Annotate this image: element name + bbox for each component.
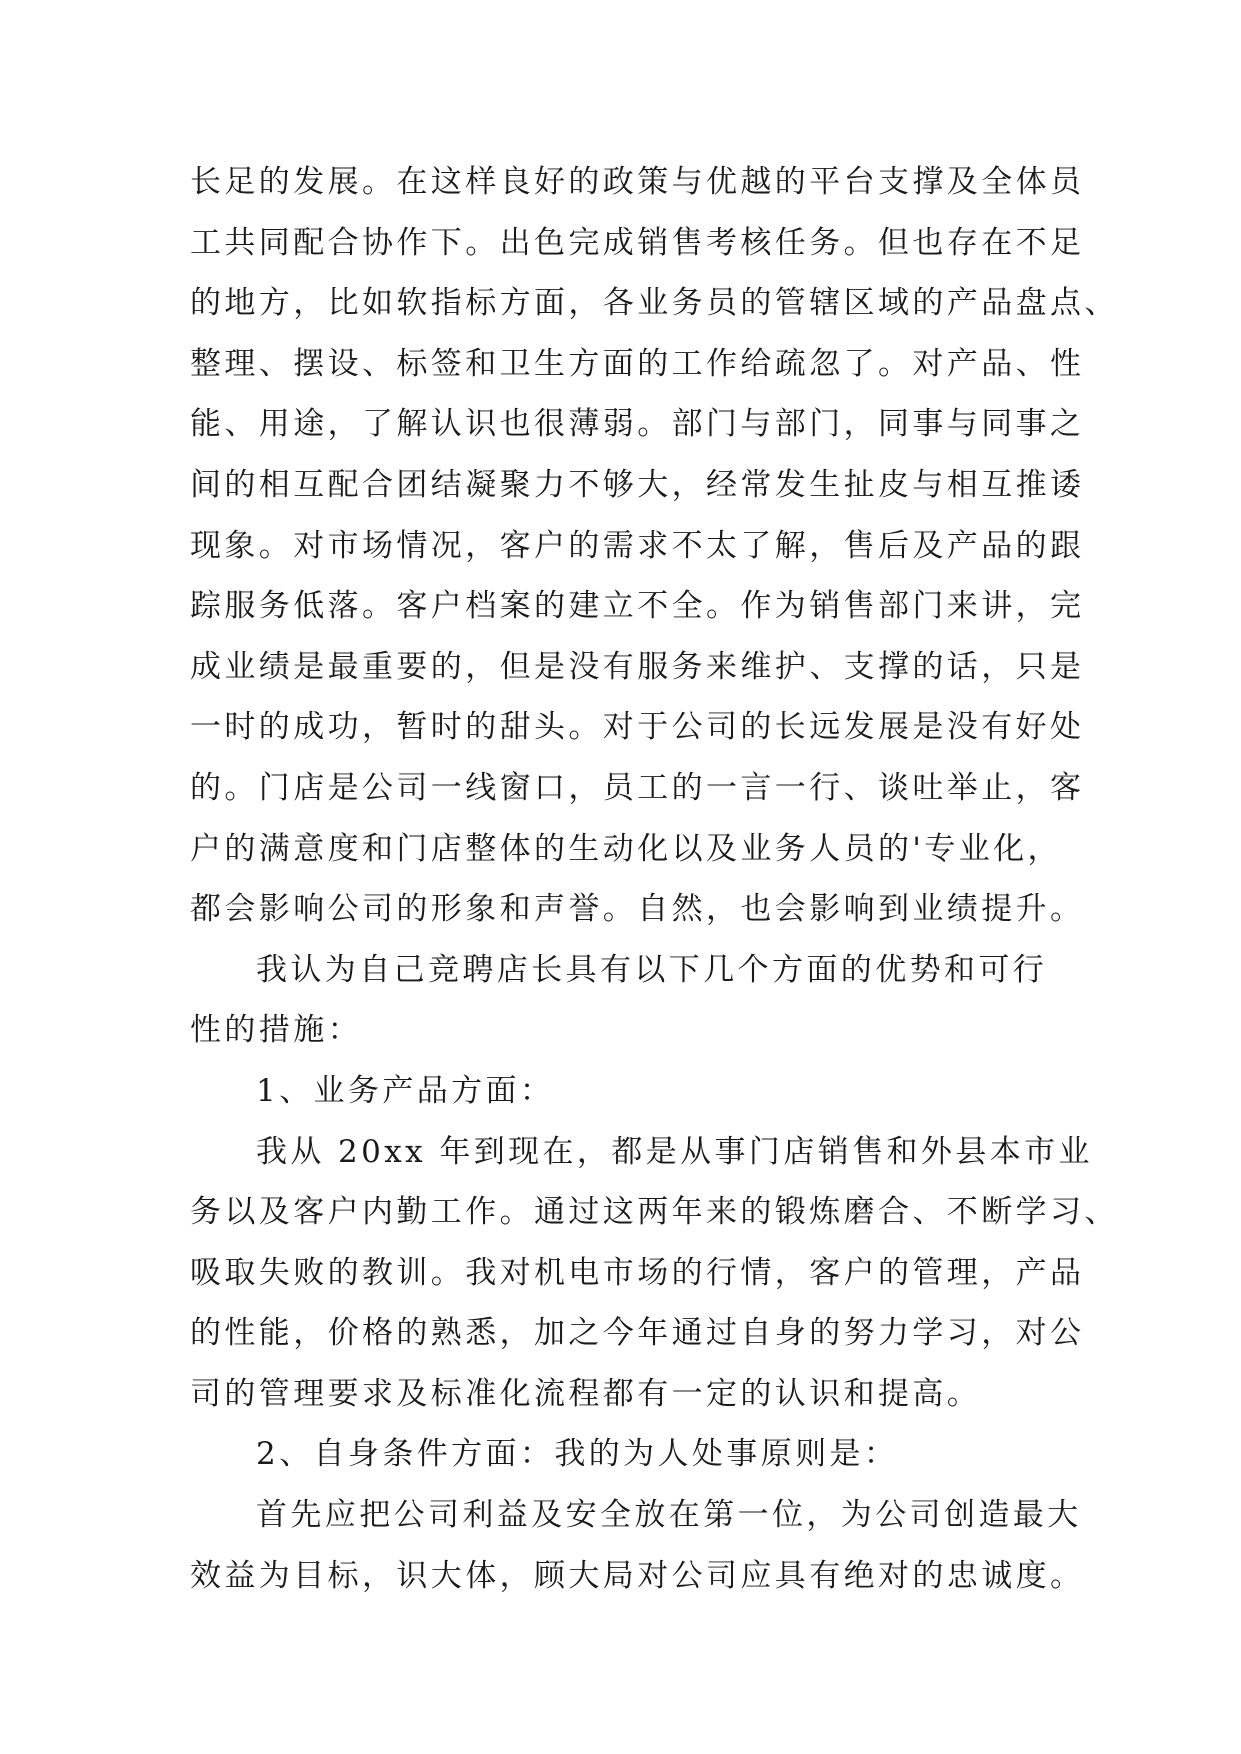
text-line: 现象。对市场情况，客户的需求不太了解，售后及产品的跟 — [190, 527, 1085, 564]
text-line: 一时的成功，暂时的甜头。对于公司的长远发展是没有好处 — [190, 709, 1085, 746]
text-line: 成业绩是最重要的，但是没有服务来维护、支撑的话，只是 — [190, 648, 1085, 685]
text-line: 踪服务低落。客户档案的建立不全。作为销售部门来讲，完 — [190, 588, 1085, 625]
text-line: 吸取失败的教训。我对机电市场的行情，客户的管理，产品 — [190, 1254, 1085, 1291]
text-line: 性的措施： — [190, 1012, 362, 1049]
section-heading: 1、业务产品方面： — [256, 1072, 555, 1109]
text-line: 都会影响公司的形象和声誉。自然，也会影响到业绩提升。 — [190, 891, 1085, 928]
text-line: 效益为目标，识大体，顾大局对公司应具有绝对的忠诚度。 — [190, 1557, 1085, 1594]
text-line: 我从 20xx 年到现在，都是从事门店销售和外县本市业 — [256, 1133, 1093, 1170]
text-line: 工共同配合协作下。出色完成销售考核任务。但也存在不足 — [190, 224, 1085, 261]
text-line: 的性能，价格的熟悉，加之今年通过自身的努力学习，对公 — [190, 1315, 1085, 1352]
section-heading: 2、自身条件方面：我的为人处事原则是： — [256, 1436, 899, 1473]
text-line: 司的管理要求及标准化流程都有一定的认识和提高。 — [190, 1375, 982, 1412]
text-line: 我认为自己竞聘店长具有以下几个方面的优势和可行 — [256, 951, 1048, 988]
text-line: 间的相互配合团结凝聚力不够大，经常发生扯皮与相互推诿 — [190, 466, 1085, 503]
text-line: 能、用途，了解认识也很薄弱。部门与部门，同事与同事之 — [190, 406, 1085, 443]
text-line: 长足的发展。在这样良好的政策与优越的平台支撑及全体员 — [190, 164, 1085, 200]
text-line: 的地方，比如软指标方面，各业务员的管辖区域的产品盘点、 — [190, 285, 1119, 322]
text-line: 户的满意度和门店整体的生动化以及业务人员的'专业化， — [190, 830, 1062, 867]
body-text — [190, 152, 1119, 1606]
text-line: 首先应把公司利益及安全放在第一位，为公司创造最大 — [256, 1497, 1082, 1534]
text-line: 整理、摆设、标签和卫生方面的工作给疏忽了。对产品、性 — [190, 345, 1085, 382]
text-line: 务以及客户内勤工作。通过这两年来的锻炼磨合、不断学习、 — [190, 1194, 1119, 1231]
text-line: 的。门店是公司一线窗口，员工的一言一行、谈吐举止，客 — [190, 769, 1085, 806]
